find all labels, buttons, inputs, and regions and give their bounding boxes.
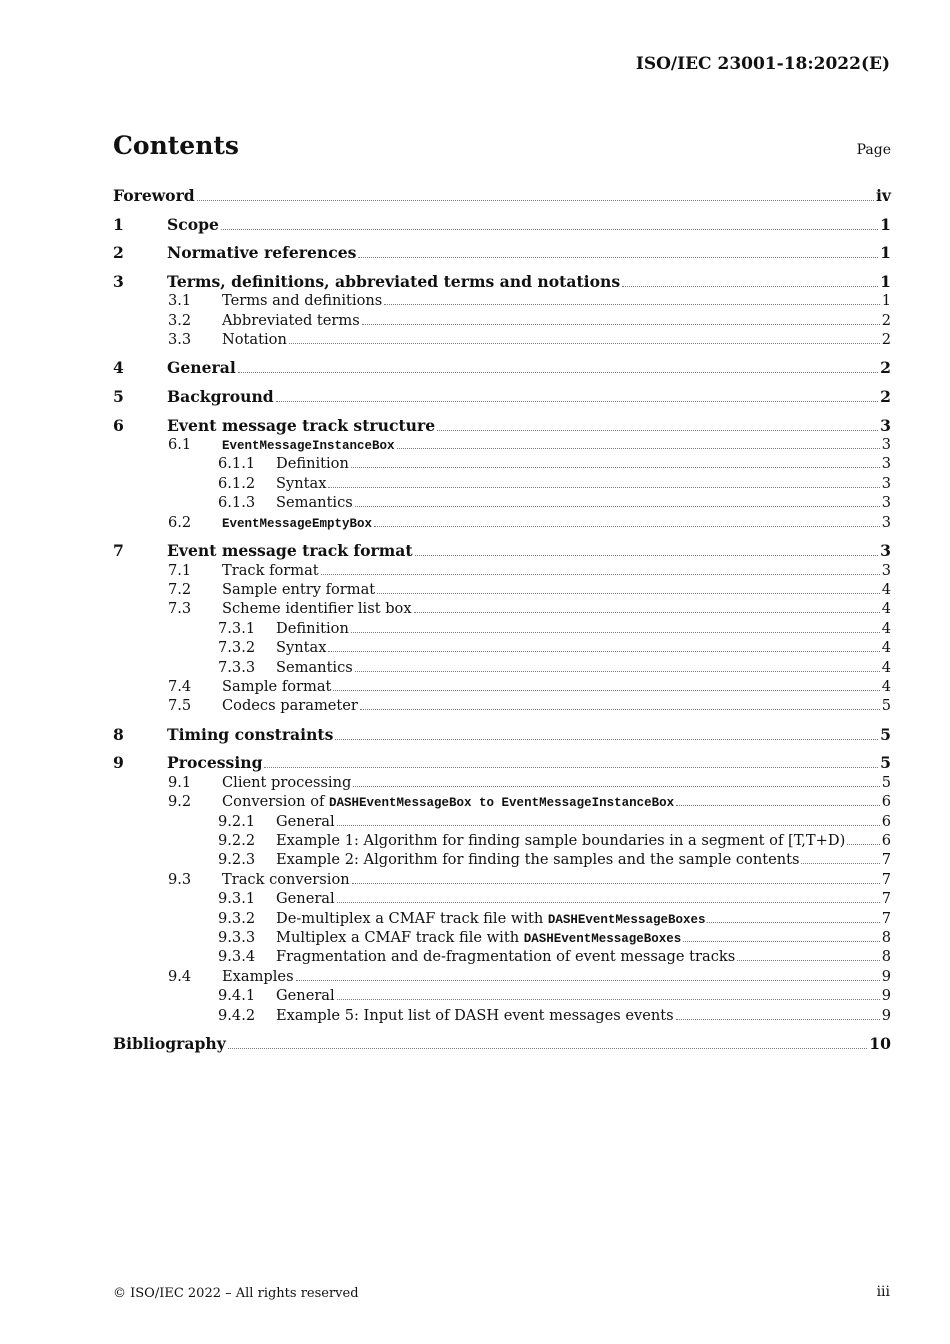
toc-entry-page: 4 (881, 580, 891, 598)
toc-entry-text: Conversion of (222, 793, 330, 811)
toc-entry-text: Background (167, 387, 274, 407)
toc-entry[interactable] (113, 272, 891, 291)
toc-entry-page: 2 (880, 358, 891, 378)
toc-entry-title (167, 358, 236, 377)
toc-entry-page: 7 (881, 890, 891, 908)
toc-entry-number: 6.2 (168, 513, 192, 531)
toc-entry-page: 4 (881, 658, 891, 676)
toc-entry[interactable] (113, 186, 891, 205)
toc-entry-text: Scope (167, 214, 219, 234)
toc-entry-code-text: DASHEventMessageBox to EventMessageInstanceBox (329, 796, 675, 811)
toc-entry-title (222, 580, 375, 599)
toc-entry-number: 9.1 (168, 773, 192, 791)
toc-entry-page: 9 (881, 967, 891, 985)
toc-entry-number: 9.3.1 (218, 890, 256, 908)
toc-entry-title (222, 291, 382, 310)
toc-entry-page: 4 (881, 639, 891, 657)
toc-entry[interactable] (113, 658, 891, 677)
toc-leader-dots (622, 286, 878, 287)
toc-entry-title (222, 311, 360, 330)
toc-entry[interactable] (113, 831, 891, 850)
toc-entry-number: 9.4.1 (218, 987, 256, 1005)
toc-entry-title (222, 773, 351, 792)
toc-entry-page: 7 (881, 851, 891, 869)
toc-entry-title (222, 792, 674, 813)
toc-entry[interactable] (113, 619, 891, 638)
toc-entry-text: Track format (222, 561, 319, 579)
toc-leader-dots (351, 467, 880, 468)
toc-entry-title (276, 928, 681, 949)
toc-entry[interactable] (113, 215, 891, 234)
toc-entry-number: 7 (113, 541, 124, 561)
toc-leader-dots (355, 671, 880, 672)
page-column-label: Page (856, 142, 891, 158)
toc-entry-page: 1 (880, 271, 891, 291)
toc-entry-number: 3.2 (168, 311, 192, 329)
toc-entry[interactable] (113, 330, 891, 349)
toc-leader-dots (707, 922, 879, 923)
toc-entry-title (276, 889, 335, 908)
toc-entry[interactable] (113, 792, 891, 811)
toc-entry[interactable] (113, 696, 891, 715)
toc-entry-text: De-multiplex a CMAF track file with (276, 909, 548, 927)
toc-entry-number: 7.3.1 (218, 619, 256, 637)
toc-entry[interactable] (113, 870, 891, 889)
toc-entry-page: 7 (881, 870, 891, 888)
toc-entry-page: 3 (881, 513, 891, 531)
toc-entry-page: 2 (880, 387, 891, 407)
toc-leader-dots (355, 506, 880, 507)
toc-entry-number: 6.1.3 (218, 494, 256, 512)
toc-entry-title (167, 272, 620, 291)
toc-entry-text: General (276, 890, 335, 908)
toc-entry-title (276, 474, 326, 493)
toc-entry-text: Semantics (276, 658, 353, 676)
toc-entry-title (276, 619, 349, 638)
toc-leader-dots (328, 487, 879, 488)
toc-leader-dots (676, 805, 880, 806)
toc-entry-title (222, 330, 287, 349)
toc-entry-title (276, 812, 335, 831)
toc-entry-code-text: EventMessageInstanceBox (222, 439, 395, 454)
toc-leader-dots (351, 632, 880, 633)
toc-leader-dots (333, 690, 879, 691)
toc-entry-number: 9.3.4 (218, 948, 256, 966)
toc-entry-title (276, 638, 326, 657)
toc-entry-page: 5 (881, 773, 891, 791)
toc-entry[interactable] (113, 725, 891, 744)
toc-entry-page: 3 (881, 474, 891, 492)
toc-entry-page: 2 (881, 330, 891, 348)
toc-leader-dots (737, 960, 879, 961)
toc-entry-page: 5 (880, 724, 891, 744)
toc-entry-text: Example 5: Input list of DASH event messages events (276, 1006, 674, 1024)
toc-entry-page: 3 (881, 494, 891, 512)
toc-entry-title (167, 243, 356, 262)
toc-leader-dots (328, 651, 879, 652)
toc-leader-dots (221, 229, 878, 230)
toc-leader-dots (228, 1048, 868, 1049)
toc-entry-text: Abbreviated terms (222, 311, 360, 329)
toc-leader-dots (264, 767, 878, 768)
toc-entry-page: 7 (881, 909, 891, 927)
toc-entry-title (222, 870, 350, 889)
toc-entry-number: 7.3.3 (218, 658, 256, 676)
toc-entry[interactable] (113, 580, 891, 599)
toc-entry-title (167, 416, 435, 435)
toc-entry-number: 9.3 (168, 870, 192, 888)
toc-entry[interactable] (113, 909, 891, 928)
toc-entry[interactable] (113, 243, 891, 262)
toc-entry-code-text: DASHEventMessageBoxes (523, 931, 682, 946)
page-title: Contents (113, 131, 240, 160)
toc-entry-number: 6.1.2 (218, 474, 256, 492)
toc-entry-number: 6 (113, 415, 124, 435)
copyright-notice: © ISO/IEC 2022 – All rights reserved (113, 1286, 359, 1301)
toc-entry[interactable] (113, 850, 891, 869)
table-of-contents (113, 186, 891, 1054)
toc-entry[interactable] (113, 677, 891, 696)
toc-entry-number: 7.5 (168, 697, 192, 715)
toc-entry-title (113, 186, 195, 205)
toc-entry-number: 9.2.3 (218, 851, 256, 869)
toc-entry-page: 4 (881, 619, 891, 637)
toc-entry-number: 7.2 (168, 580, 192, 598)
toc-entry-text: Client processing (222, 773, 352, 791)
document-id: ISO/IEC 23001-18:2022(E) (635, 54, 890, 74)
toc-entry-page: 9 (881, 1006, 891, 1024)
toc-entry-title (222, 967, 294, 986)
toc-entry-number: 6.1.1 (218, 455, 256, 473)
toc-entry-number: 7.3 (168, 600, 192, 618)
toc-entry-page: 1 (880, 214, 891, 234)
toc-entry[interactable] (113, 291, 891, 310)
toc-entry-number: 7.4 (168, 677, 192, 695)
toc-entry-text: Sample format (222, 677, 332, 695)
toc-entry-text: Codecs parameter (222, 697, 358, 715)
toc-entry-title (276, 947, 735, 966)
toc-entry-page: 2 (881, 311, 891, 329)
toc-entry-title (113, 1034, 226, 1053)
toc-entry[interactable] (113, 599, 891, 618)
toc-leader-dots (289, 343, 880, 344)
toc-entry-title (167, 725, 333, 744)
toc-leader-dots (321, 574, 880, 575)
toc-leader-dots (276, 401, 878, 402)
toc-entry-page: 8 (881, 928, 891, 946)
toc-leader-dots (337, 902, 880, 903)
toc-entry-page: 3 (880, 541, 891, 561)
toc-entry-title (167, 387, 274, 406)
toc-entry-page: 3 (881, 561, 891, 579)
toc-entry-title (276, 658, 353, 677)
toc-leader-dots (197, 200, 874, 201)
toc-entry[interactable] (113, 773, 891, 792)
toc-entry-text: Event message track format (167, 541, 413, 561)
toc-entry-number: 1 (113, 214, 124, 234)
toc-entry-title (167, 753, 262, 772)
toc-entry-title (276, 986, 335, 1005)
toc-entry-title (276, 1006, 674, 1025)
toc-leader-dots (374, 526, 880, 527)
toc-leader-dots (801, 863, 879, 864)
toc-entry-page: 6 (881, 793, 891, 811)
toc-entry[interactable] (113, 889, 891, 908)
toc-entry-number: 7.3.2 (218, 639, 256, 657)
toc-entry-text: General (167, 358, 236, 378)
toc-entry-page: 4 (881, 677, 891, 695)
toc-leader-dots (352, 883, 880, 884)
toc-entry[interactable] (113, 513, 891, 532)
toc-entry[interactable] (113, 358, 891, 377)
toc-entry-number: 2 (113, 243, 124, 263)
toc-entry[interactable] (113, 311, 891, 330)
toc-leader-dots (353, 786, 879, 787)
toc-entry-page: 3 (880, 415, 891, 435)
toc-entry-title (222, 435, 395, 456)
toc-leader-dots (415, 555, 879, 556)
toc-leader-dots (337, 825, 880, 826)
toc-entry-text: Multiplex a CMAF track file with (276, 928, 524, 946)
toc-entry-text: Terms, definitions, abbreviated terms and notations (167, 271, 621, 291)
toc-entry-page: 6 (881, 812, 891, 830)
toc-entry-number: 3.1 (168, 292, 192, 310)
toc-entry-page: 9 (881, 987, 891, 1005)
toc-entry-number: 9.2.2 (218, 832, 256, 850)
toc-leader-dots (683, 941, 879, 942)
toc-leader-dots (676, 1019, 880, 1020)
toc-entry-text: Syntax (276, 474, 327, 492)
toc-leader-dots (362, 324, 880, 325)
toc-entry-text: Fragmentation and de-fragmentation of event message tracks (276, 948, 736, 966)
toc-entry[interactable] (113, 493, 891, 512)
toc-leader-dots (337, 999, 880, 1000)
toc-leader-dots (437, 430, 878, 431)
page-number: iii (876, 1284, 890, 1300)
toc-entry-page: 3 (881, 436, 891, 454)
toc-entry[interactable] (113, 986, 891, 1005)
toc-entry-text: Semantics (276, 494, 353, 512)
toc-entry-page: 6 (881, 832, 891, 850)
toc-entry-title (222, 513, 372, 534)
toc-entry-text: Definition (276, 619, 349, 637)
toc-entry-code-text: EventMessageEmptyBox (222, 516, 373, 531)
toc-entry-page: 3 (881, 455, 891, 473)
toc-entry-title (276, 850, 799, 869)
toc-entry-title (276, 493, 353, 512)
toc-entry-text: Notation (222, 330, 287, 348)
toc-entry-number: 9 (113, 753, 124, 773)
toc-leader-dots (238, 372, 878, 373)
toc-leader-dots (296, 980, 880, 981)
toc-entry-title (276, 909, 705, 930)
toc-entry[interactable] (113, 638, 891, 657)
toc-entry-number: 3.3 (168, 330, 192, 348)
toc-entry[interactable] (113, 561, 891, 580)
toc-entry-title (167, 541, 413, 560)
toc-entry-title (276, 831, 845, 850)
toc-entry-text: Event message track structure (167, 415, 436, 435)
toc-entry-page: iv (876, 186, 891, 205)
toc-entry-text: Example 1: Algorithm for finding sample boundaries in a segment of [T,T+D) (276, 832, 846, 850)
toc-entry-number: 9.4.2 (218, 1006, 256, 1024)
toc-entry-text: Examples (222, 967, 294, 985)
toc-entry-text: Definition (276, 455, 349, 473)
toc-entry[interactable] (113, 947, 891, 966)
toc-leader-dots (384, 304, 879, 305)
toc-entry-page: 1 (880, 243, 891, 263)
toc-entry[interactable] (113, 753, 891, 772)
toc-entry[interactable] (113, 812, 891, 831)
toc-entry-number: 5 (113, 387, 124, 407)
toc-entry-page: 5 (881, 697, 891, 715)
toc-entry-number: 9.4 (168, 967, 192, 985)
toc-entry-text: Normative references (167, 243, 357, 263)
toc-entry-text: Scheme identifier list box (222, 600, 412, 618)
toc-entry-page: 5 (880, 753, 891, 773)
toc-leader-dots (847, 844, 879, 845)
toc-entry[interactable] (113, 416, 891, 435)
toc-entry-number: 9.2.1 (218, 812, 256, 830)
toc-entry-text: General (276, 812, 335, 830)
toc-entry-text: Example 2: Algorithm for finding the samples and the sample contents (276, 851, 800, 869)
toc-entry-title (222, 677, 331, 696)
toc-entry-page: 4 (881, 600, 891, 618)
toc-entry-text: Processing (167, 753, 263, 773)
toc-entry-page: 8 (881, 948, 891, 966)
toc-entry-number: 8 (113, 724, 124, 744)
toc-entry-title (222, 561, 319, 580)
toc-entry[interactable] (113, 1006, 891, 1025)
toc-entry[interactable] (113, 387, 891, 406)
toc-entry-text: Terms and definitions (222, 292, 383, 310)
toc-entry-title (222, 599, 412, 618)
toc-entry[interactable] (113, 454, 891, 473)
toc-entry[interactable] (113, 1034, 891, 1053)
toc-entry-number: 9.3.3 (218, 928, 256, 946)
toc-leader-dots (335, 739, 878, 740)
toc-entry-text: Track conversion (222, 870, 350, 888)
toc-entry[interactable] (113, 541, 891, 560)
toc-leader-dots (414, 612, 880, 613)
toc-entry-text: General (276, 987, 335, 1005)
toc-leader-dots (397, 448, 880, 449)
toc-entry-number: 9.2 (168, 793, 192, 811)
toc-entry[interactable] (113, 928, 891, 947)
toc-entry-code-text: DASHEventMessageBoxes (547, 912, 706, 927)
toc-entry-title (222, 696, 358, 715)
toc-leader-dots (358, 257, 878, 258)
toc-entry-number: 4 (113, 358, 124, 378)
toc-entry-number: 7.1 (168, 561, 192, 579)
toc-entry-number: 9.3.2 (218, 909, 256, 927)
toc-leader-dots (377, 593, 880, 594)
toc-entry-text: Foreword (113, 186, 195, 205)
toc-entry[interactable] (113, 967, 891, 986)
toc-entry-text: Bibliography (113, 1034, 226, 1054)
toc-entry-title (167, 215, 219, 234)
toc-entry-text: Syntax (276, 639, 327, 657)
toc-entry-number: 6.1 (168, 436, 192, 454)
toc-entry-page: 1 (881, 292, 891, 310)
toc-entry-text: Timing constraints (167, 724, 334, 744)
toc-entry[interactable] (113, 435, 891, 454)
toc-entry-title (276, 454, 349, 473)
toc-entry-number: 3 (113, 271, 124, 291)
toc-entry[interactable] (113, 474, 891, 493)
toc-entry-text: Sample entry format (222, 580, 376, 598)
toc-entry-page: 10 (869, 1034, 891, 1054)
toc-leader-dots (360, 709, 880, 710)
